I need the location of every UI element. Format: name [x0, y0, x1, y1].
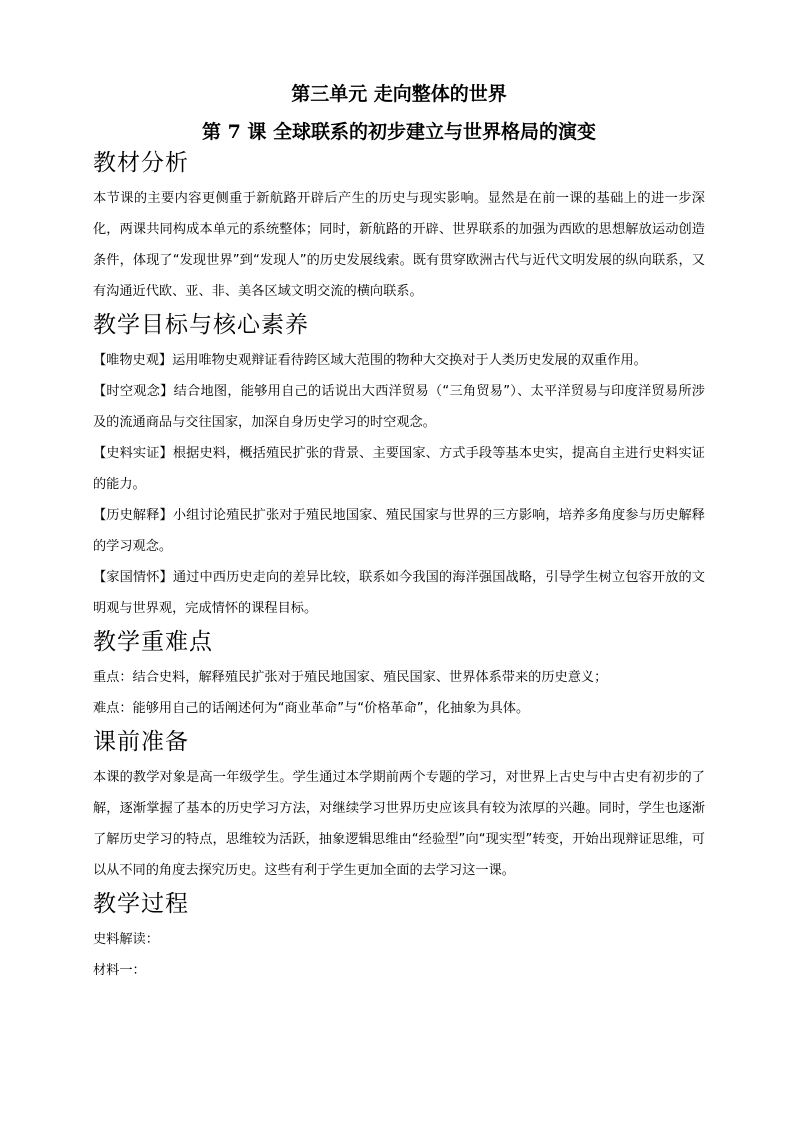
objective-item — [93, 562, 705, 624]
preparation-paragraph: 本课的教学对象是高一年级学生。学生通过本学期前两个专题的学习，对世界上古史与中古史有初步的了解，逐渐掌握了基本的历史学习方法，对继续学习世界历史应该具有较为浓厚的兴趣。同时，学生也逐渐了解历史学习的特点，思维较为活跃，抽象逻辑思维由“经验型”向“现实型”转变，开始出现辩证思维，可以从不同的角度去探究历史。这些有利于学生更加全面的去学习这一课。 — [93, 770, 705, 878]
section-analysis — [93, 148, 705, 307]
document-body — [93, 82, 705, 986]
section-objectives — [93, 310, 705, 624]
difficulty-line: 难点：能够用自己的话阐述何为“商业革命”与“价格革命”，化抽象为具体。 — [93, 701, 530, 716]
process-line-material-one: 材料一： — [93, 963, 146, 978]
lesson-title: 第 7 课 全球联系的初步建立与世界格局的演变 — [201, 121, 597, 143]
focus-line: 重点：结合史料，解释殖民扩张对于殖民地国家、殖民国家、世界体系带来的历史意义； — [93, 670, 608, 685]
section-key-points — [93, 627, 705, 724]
objective-tag: 【唯物史观】 — [93, 353, 173, 368]
section-heading-objectives: 教学目标与核心素养 — [93, 312, 309, 338]
process-line-source-reading: 史料解读： — [93, 932, 159, 947]
objective-tag: 【历史解释】 — [93, 508, 173, 523]
objective-text: 结合地图，能够用自己的话说出大西洋贸易（“三角贸易”）、太平洋贸易与印度洋贸易所涉及的流通商品与交往国家，加深自身历史学习的时空观念。 — [93, 384, 705, 430]
objective-item — [93, 438, 705, 500]
section-process — [93, 889, 705, 986]
section-heading-key-points: 教学重难点 — [93, 629, 213, 655]
section-preparation — [93, 727, 705, 886]
objective-item — [93, 500, 705, 562]
objective-text: 运用唯物史观辩证看待跨区域大范围的物种大交换对于人类历史发展的双重作用。 — [172, 353, 647, 368]
unit-title: 第三单元 走向整体的世界 — [291, 83, 507, 105]
objective-item — [93, 345, 705, 376]
section-heading-analysis: 教材分析 — [93, 150, 189, 176]
objective-text: 通过中西历史走向的差异比较，联系如今我国的海洋强国战略，引导学生树立包容开放的文明观与世界观，完成情怀的课程目标。 — [93, 570, 705, 616]
objective-item — [93, 376, 705, 438]
objective-tag: 【史料实证】 — [93, 446, 173, 461]
objective-text: 根据史料，概括殖民扩张的背景、主要国家、方式手段等基本史实，提高自主进行史料实证的能力。 — [93, 446, 705, 492]
section-heading-process: 教学过程 — [93, 891, 189, 917]
objective-tag: 【家国情怀】 — [93, 570, 173, 585]
analysis-paragraph: 本节课的主要内容更侧重于新航路开辟后产生的历史与现实影响。显然是在前一课的基础上的进一步深化，两课共同构成本单元的系统整体；同时，新航路的开辟、世界联系的加强为西欧的思想解放运动创造条件，体现了“发现世界”到“发现人”的历史发展线索。既有贯穿欧洲古代与近代文明发展的纵向联系，又有沟通近代欧、亚、非、美各区域文明交流的横向联系。 — [93, 191, 705, 299]
section-heading-preparation: 课前准备 — [93, 729, 189, 755]
objective-text: 小组讨论殖民扩张对于殖民地国家、殖民国家与世界的三方影响，培养多角度参与历史解释的学习观念。 — [93, 508, 705, 554]
objective-tag: 【时空观念】 — [93, 384, 174, 399]
